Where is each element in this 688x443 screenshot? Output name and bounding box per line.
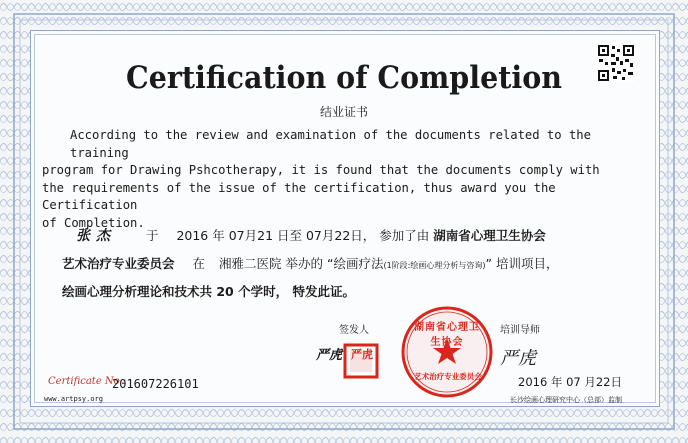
mentor-signature: 严虎 xyxy=(500,348,536,369)
training-text: 培训项目， xyxy=(495,256,559,271)
certificate-number: 201607226101 xyxy=(112,377,199,391)
signer-signature: 严虎 xyxy=(316,348,343,363)
recipient-name: 张杰 xyxy=(76,228,116,244)
body-line-2 xyxy=(62,254,558,272)
training-dates: 2016 年 07月21 日至 07月22日， xyxy=(176,228,376,243)
mentor-label: 培训导师 xyxy=(500,325,540,336)
word-yu: 于 xyxy=(145,228,159,243)
course-stage: (1阶段:绘画心理分析与咨询) xyxy=(383,261,486,270)
certificate-subtitle: 结业证书 xyxy=(319,105,368,119)
intro-line: According to the review and examination of the documents related to the training xyxy=(70,128,591,160)
intro-paragraph xyxy=(42,127,647,232)
organizer-committee: 艺术治疗专业委员会 xyxy=(62,256,175,271)
intro-line: the requirements of the issue of the certification, thus award you the Certification xyxy=(42,180,556,212)
word-zai: 在 xyxy=(192,256,205,271)
certificate-title: Certification of Completion xyxy=(126,60,562,96)
certificate-number-label: Certificate No : xyxy=(48,376,127,387)
course-title: “绘画疗法 xyxy=(326,256,384,271)
signer-seal-text: 严虎 xyxy=(351,348,373,361)
intro-line: program for Drawing Pshcotherapy, it is found that the documents comply with xyxy=(42,163,600,177)
hosted-text: 举办的 xyxy=(285,256,323,271)
intro-line: of Completion. xyxy=(42,215,145,230)
body-line-3: 绘画心理分析理论和技术共 20 个学时， 特发此证。 xyxy=(62,284,355,299)
course-quote-close: ” xyxy=(485,256,492,271)
issuer-note: 长沙绘画心理研究中心（总部）监制 xyxy=(510,396,622,404)
stamp-subtext: 艺术治疗专业委员会 xyxy=(414,372,482,381)
stamp-text: 湖南省心理卫生协会 xyxy=(414,322,480,348)
joined-text: 参加了由 xyxy=(379,228,430,243)
website: www.artpsy.org xyxy=(44,395,104,403)
hospital-name: 湘雅二医院 xyxy=(218,256,282,271)
issue-date: 2016 年 07 月22日 xyxy=(518,375,622,389)
body-line-1 xyxy=(76,225,546,245)
organizer-name: 湖南省心理卫生协会 xyxy=(433,228,546,243)
signer-label: 签发人 xyxy=(339,325,369,336)
